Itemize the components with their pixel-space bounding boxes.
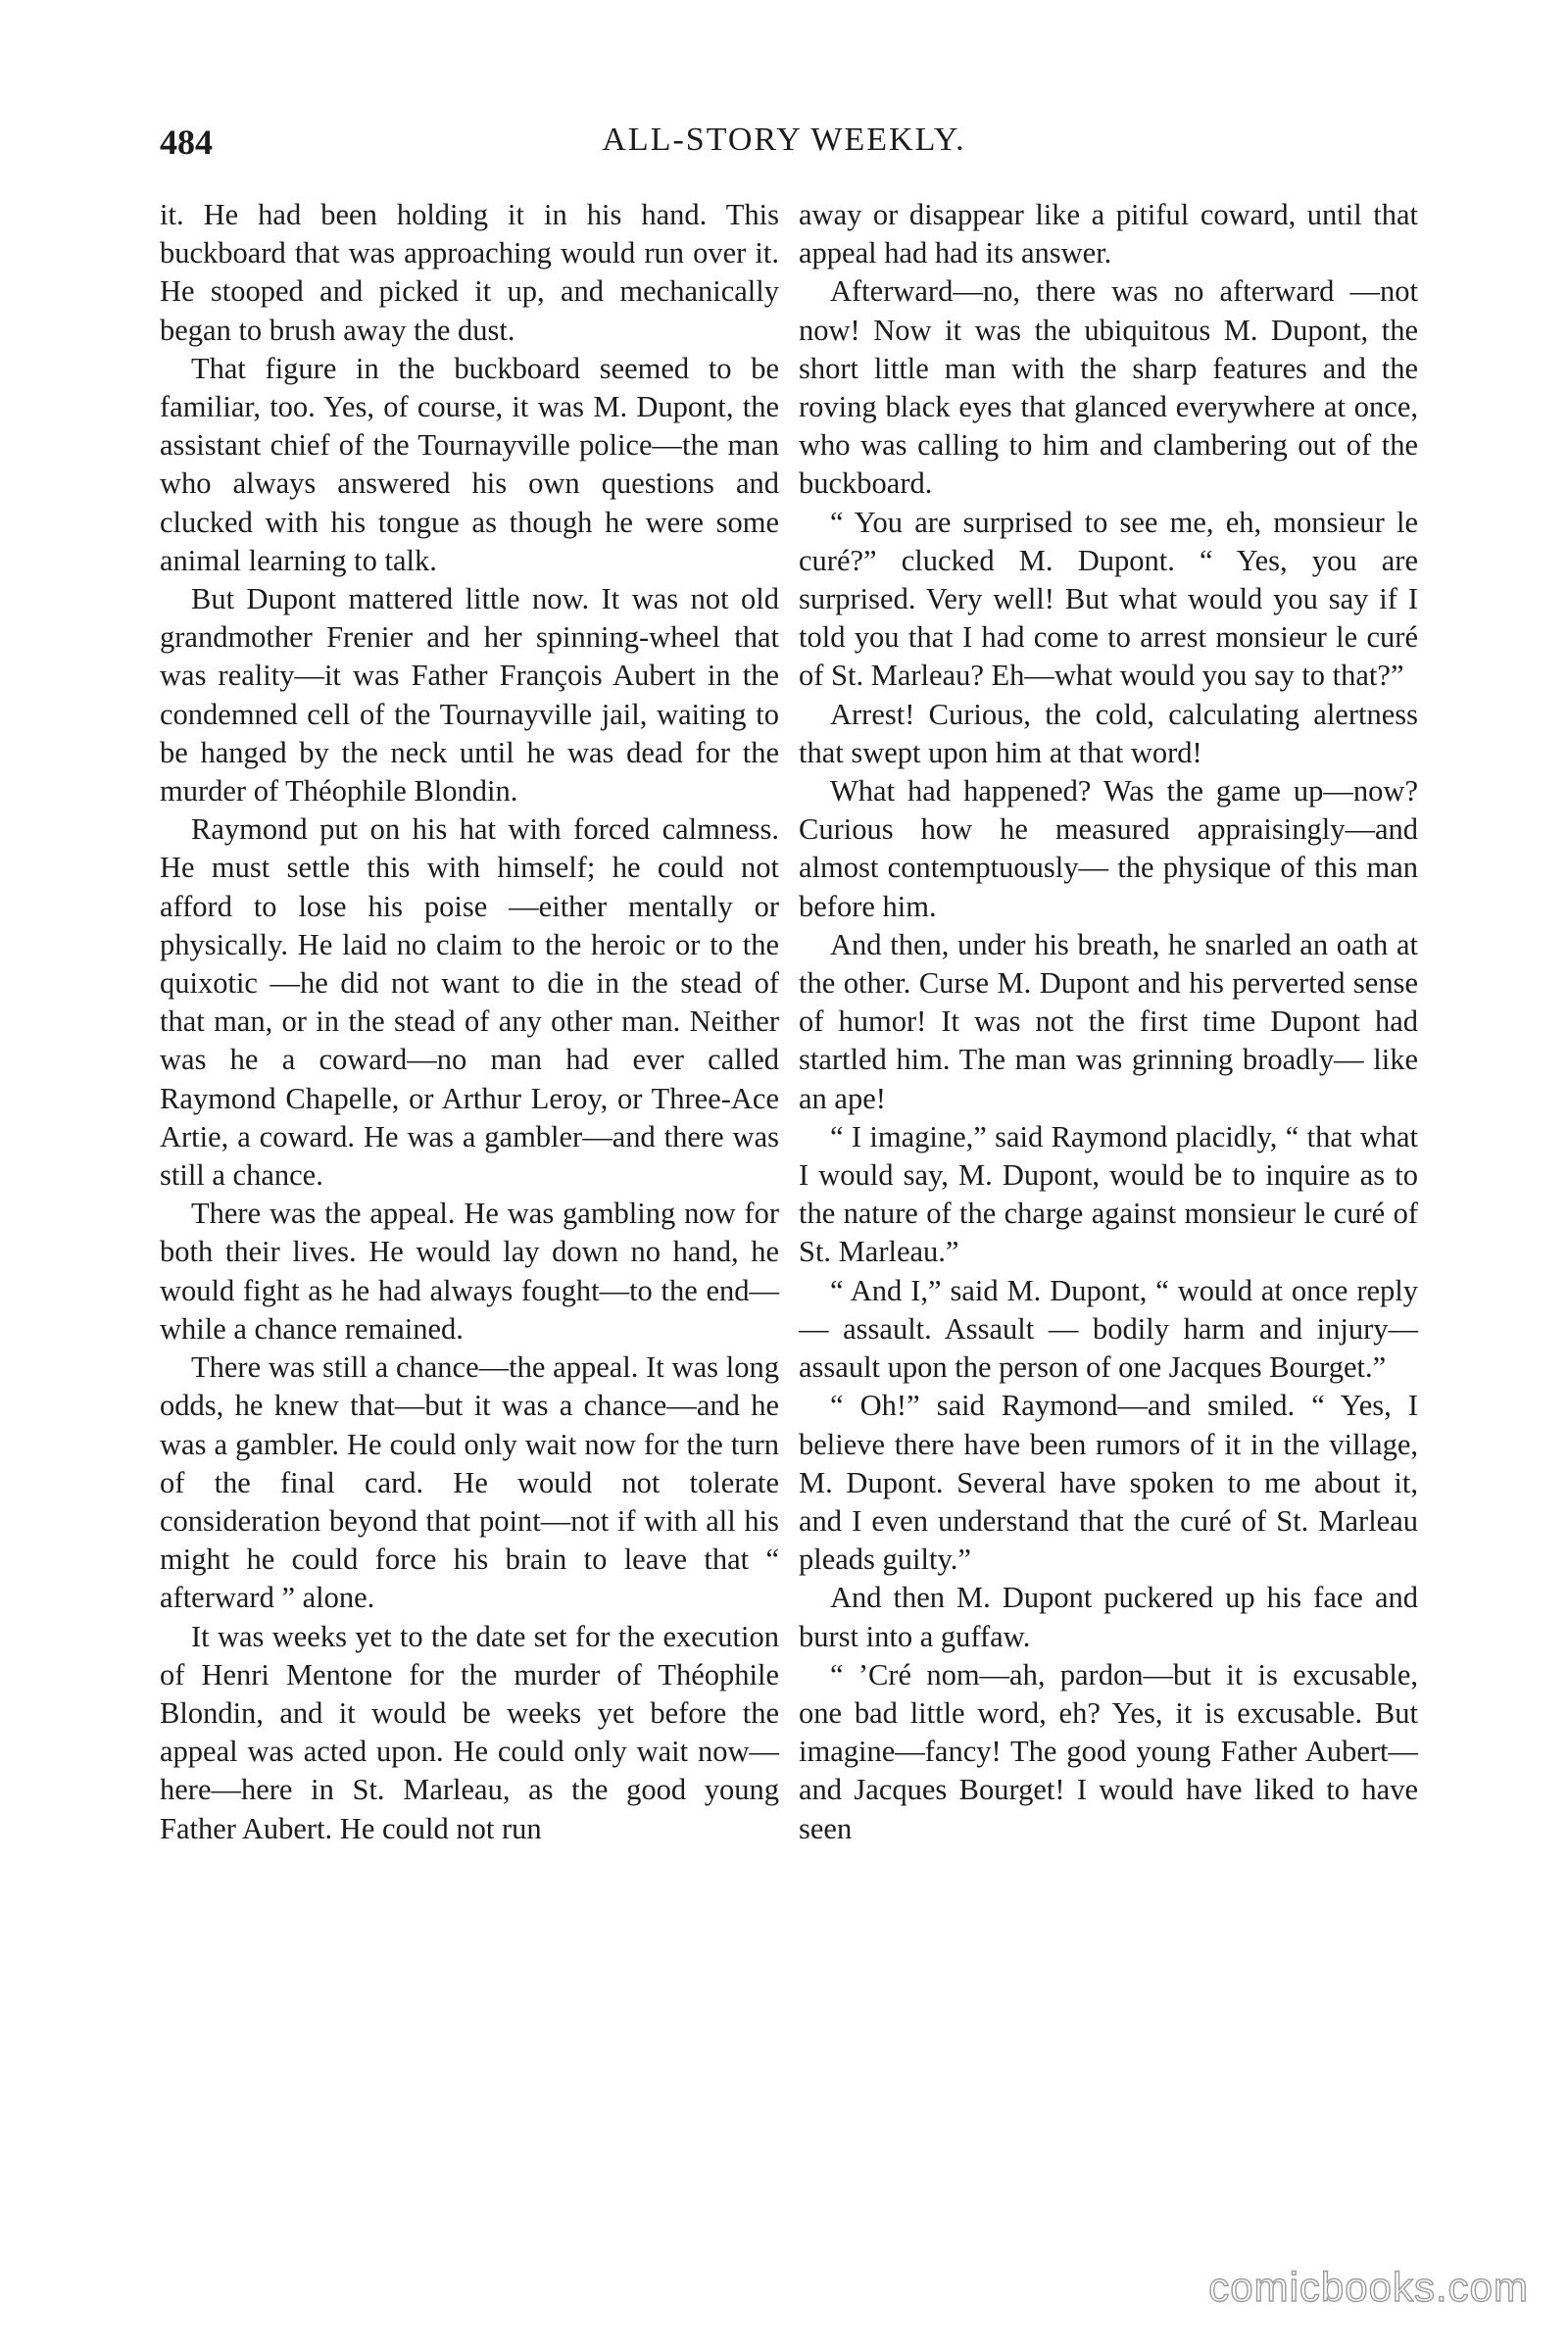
- right-column: [799, 196, 1418, 1848]
- paragraph: Arrest! Curious, the cold, calculating alertness that swept upon him at that word!: [799, 697, 1418, 769]
- paragraph: It was weeks yet to the date set for the execution of Henri Mentone for the murder of Théophile Blondin, and it would be weeks yet before the appeal was acted upon. He could only wait now—here—here in St. Marleau, as the good young Father Aubert. He could not run: [160, 1619, 779, 1845]
- paragraph: “ Oh!” said Raymond—and smiled. “ Yes, I believe there have been rumors of it in the village, M. Dupont. Several have spoken to me about it, and I even understand that the curé of St. Marleau pleads guilty.”: [799, 1389, 1418, 1577]
- paragraph: “ You are surprised to see me, eh, monsieur le curé?” clucked M. Dupont. “ Yes, you are surprised. Very well! But what would you say if I told you that I had come to arrest monsieur le curé of St. Marleau? Eh—what would you say to that?”: [799, 505, 1418, 693]
- paragraph: “ I imagine,” said Raymond placidly, “ that what I would say, M. Dupont, would be to inquire as to the nature of the charge against monsieur le curé of St. Marleau.”: [799, 1119, 1418, 1269]
- paragraph: What had happened? Was the game up—now? Curious how he measured appraisingly—and almost contemptuously— the physique of this man before him.: [799, 774, 1418, 923]
- paragraph: There was still a chance—the appeal. It was long odds, he knew that—but it was a chance—and he was a gambler. He could only wait now for the turn of the final card. He would not tolerate consideration beyond that point—not if with all his might he could force his brain to leave that “ afterward ” alone.: [160, 1350, 779, 1615]
- paragraph: “ And I,” said M. Dupont, “ would at once reply — assault. Assault — bodily harm and injury—assault upon the person of one Jacques Bourget.”: [799, 1273, 1418, 1385]
- paragraph: away or disappear like a pitiful coward, until that appeal had had its answer.: [799, 198, 1418, 270]
- running-head: ALL-STORY WEEKLY.: [602, 122, 966, 158]
- left-column: [160, 196, 779, 1848]
- paragraph: There was the appeal. He was gambling now for both their lives. He would lay down no hand, he would fight as he had always fought—to the end—while a chance remained.: [160, 1197, 779, 1346]
- paragraph: it. He had been holding it in his hand. This buckboard that was approaching would run over it. He stooped and picked it up, and mechanically began to brush away the dust.: [160, 198, 779, 347]
- paragraph: Afterward—no, there was no afterward —not now! Now it was the ubiquitous M. Dupont, the short little man with the sharp features and the roving black eyes that glanced everywhere at once, who was calling to him and clambering out of the buckboard.: [799, 274, 1418, 501]
- paragraph: Raymond put on his hat with forced calmness. He must settle this with himself; he could not afford to lose his poise —either mentally or physically. He laid no claim to the heroic or to the quixotic —he did not want to die in the stead of that man, or in the stead of any other man. Neither was he a coward—no man had ever called Raymond Chapelle, or Arthur Leroy, or Three-Ace Artie, a coward. He was a gambler—and there was still a chance.: [160, 812, 779, 1193]
- paragraph: And then M. Dupont puckered up his face and burst into a guffaw.: [799, 1581, 1418, 1653]
- paragraph: That figure in the buckboard seemed to be familiar, too. Yes, of course, it was M. Dupont, the assistant chief of the Tournayville police—the man who always answered his own questions and clucked with his tongue as though he were some animal learning to talk.: [160, 351, 779, 577]
- paragraph: “ ’Cré nom—ah, pardon—but it is excusable, one bad little word, eh? Yes, it is excusable. But imagine—fancy! The good young Father Aubert—and Jacques Bourget! I would have liked to have seen: [799, 1657, 1418, 1845]
- paragraph: But Dupont mattered little now. It was not old grandmother Frenier and her spinning-wheel that was reality—it was Father François Aubert in the condemned cell of the Tournayville jail, waiting to be hanged by the neck until he was dead for the murder of Théophile Blondin.: [160, 582, 779, 808]
- page-number: 484: [160, 122, 213, 162]
- paragraph: And then, under his breath, he snarled an oath at the other. Curse M. Dupont and his perverted sense of humor! It was not the first time Dupont had startled him. The man was grinning broadly— like an ape!: [799, 927, 1418, 1115]
- watermark: comicbooks.com: [1208, 2264, 1529, 2310]
